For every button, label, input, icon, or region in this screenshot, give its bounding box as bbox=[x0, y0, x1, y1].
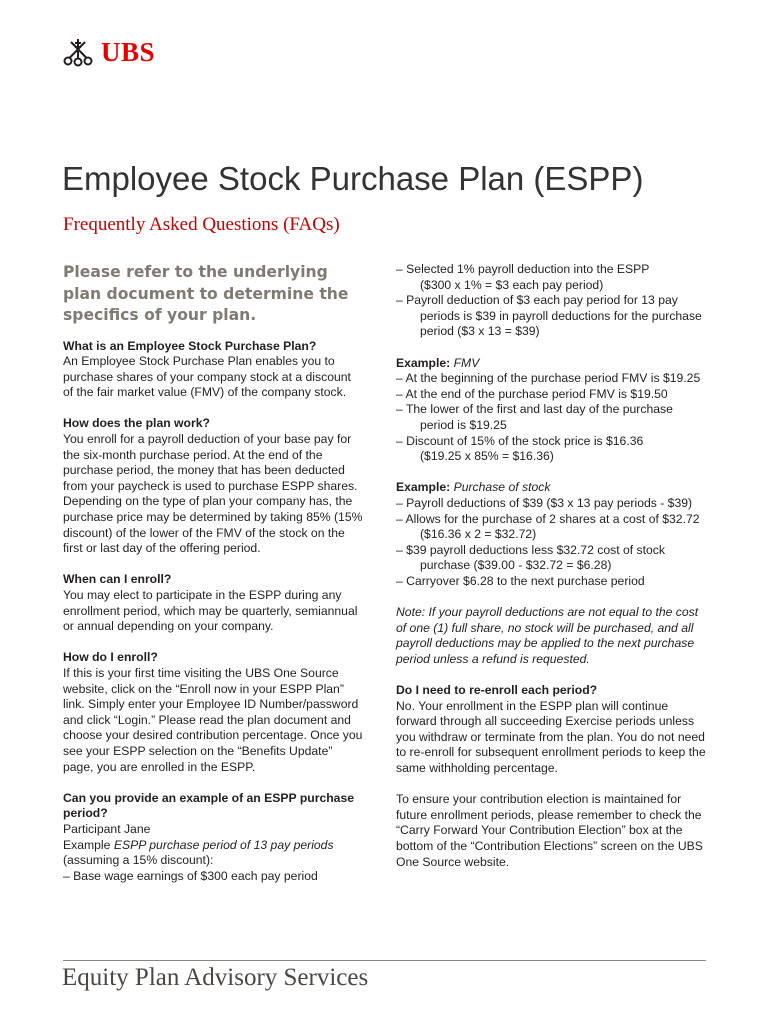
intro-callout: Please refer to the underlying plan document to determine the specifics of your plan. bbox=[63, 263, 349, 324]
faq-question-reenroll: Do I need to re-enroll each period? bbox=[396, 683, 598, 698]
left-column bbox=[63, 262, 363, 884]
list-item: – Payroll deductions of $39 ($3 x 13 pay periods - $39) bbox=[396, 495, 693, 510]
list-item: – Allows for the purchase of 2 shares at a cost of $32.72 ($16.36 x 2 = $32.72) bbox=[396, 511, 700, 542]
three-keys-icon bbox=[61, 37, 95, 67]
purchase-example-heading: Example: Purchase of stock bbox=[396, 480, 551, 495]
footer-divider bbox=[63, 960, 706, 961]
faq-answer-carry-forward: To ensure your contribution election is maintained for future enrollment periods, please remember to check the “Carry Forward Your Contribution Election” box at the bottom of the “Contribution Elections” screen on the UBS One Source website. bbox=[396, 792, 703, 869]
footer-text: Equity Plan Advisory Services bbox=[62, 964, 369, 991]
example-line: Example ESPP purchase period of 13 pay periods bbox=[63, 837, 334, 852]
list-item: – Base wage earnings of $300 each pay period bbox=[63, 868, 318, 883]
list-item: – Carryover $6.28 to the next purchase period bbox=[396, 573, 645, 588]
faq-answer-reenroll: No. Your enrollment in the ESPP plan will continue forward through all succeeding Exercise periods unless you withdraw or terminate from the plan. You do not need to re-enroll for subsequent enrollment periods to keep the same withholding percentage. bbox=[396, 698, 706, 775]
discount-line: (assuming a 15% discount): bbox=[63, 853, 214, 868]
list-item: – At the beginning of the purchase period FMV is $19.25 bbox=[396, 371, 701, 386]
faq-question-how-work: How does the plan work? bbox=[63, 416, 210, 431]
list-item: – Payroll deduction of $3 each pay period for 13 pay periods is $39 in payroll deductions for the purchase period ($3 x 13 = $39) bbox=[396, 293, 702, 339]
refund-note: Note: If your payroll deductions are not equal to the cost of one (1) full share, no stock will be purchased, and all payroll deductions may be applied to the next purchase period unless a refund is requested. bbox=[396, 605, 699, 666]
right-column bbox=[396, 262, 708, 870]
faq-answer-how-enroll: If this is your first time visiting the UBS One Source website, click on the “Enroll now in your ESPP Plan” link. Simply enter your Employee ID Number/password and click “Login.” Please read the plan document and choose your desired contribution percentage. Once you see your ESPP selection on the “Benefits Update” page, you are enrolled in the ESPP. bbox=[63, 665, 363, 774]
page-subtitle: Frequently Asked Questions (FAQs) bbox=[63, 214, 340, 235]
faq-question-what: What is an Employee Stock Purchase Plan? bbox=[63, 338, 317, 353]
list-item: – At the end of the purchase period FMV is $19.50 bbox=[396, 386, 668, 401]
logo-text: UBS bbox=[101, 36, 156, 67]
faq-answer-how-work: You enroll for a payroll deduction of your base pay for the six-month purchase period. At the end of the purchase period, the money that has been deducted from your paycheck is used to purchase ESPP shares. Depending on the type of plan your company has, the purchase price may be determined by taking 85% (15% discount) of the lower of the FMV of the stock on the first or last day of the offering period. bbox=[63, 432, 363, 556]
list-item: – Discount of 15% of the stock price is $16.36 ($19.25 x 85% = $16.36) bbox=[396, 433, 644, 464]
faq-question-how-enroll: How do I enroll? bbox=[63, 650, 158, 665]
list-item: – Selected 1% payroll deduction into the ESPP ($300 x 1% = $3 each pay period) bbox=[396, 262, 650, 292]
list-item: – The lower of the first and last day of the purchase period is $19.25 bbox=[396, 402, 673, 432]
faq-question-when: When can I enroll? bbox=[63, 572, 172, 587]
faq-answer-when: You may elect to participate in the ESPP during any enrollment period, which may be quarterly, semiannual or annual depending on your company. bbox=[63, 588, 358, 634]
fmv-example-heading: Example: FMV bbox=[396, 355, 480, 370]
list-item: – $39 payroll deductions less $32.72 cost of stock purchase ($39.00 - $32.72 = $6.28) bbox=[396, 542, 665, 573]
participant-line: Participant Jane bbox=[63, 821, 151, 836]
faq-question-example: Can you provide an example of an ESPP purchase period? bbox=[63, 790, 355, 821]
page-title: Employee Stock Purchase Plan (ESPP) bbox=[62, 160, 644, 197]
ubs-logo bbox=[61, 34, 155, 70]
faq-answer-what: An Employee Stock Purchase Plan enables you to purchase shares of your company stock at a discount of the fair market value (FMV) of the company stock. bbox=[63, 354, 351, 400]
